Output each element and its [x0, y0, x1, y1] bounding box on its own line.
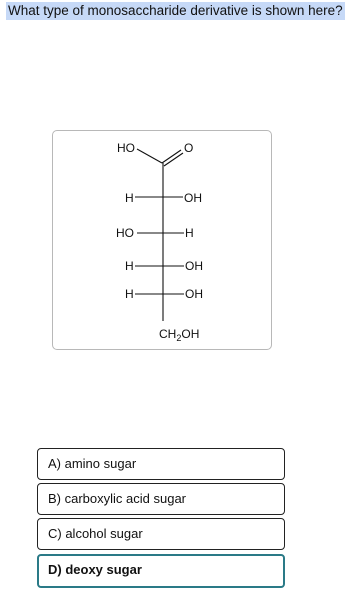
group-o-top: O — [184, 141, 194, 155]
option-b[interactable]: B) carboxylic acid sugar — [37, 483, 285, 515]
fischer-projection — [53, 131, 273, 351]
option-c[interactable]: C) alcohol sugar — [37, 518, 285, 550]
row4-left: H — [125, 287, 134, 301]
ch2oh-tail: OH — [181, 327, 200, 341]
row2-right: H — [185, 226, 194, 240]
row1-right: OH — [184, 191, 202, 205]
ch2oh-subscript: 2 — [176, 333, 182, 343]
row3-left: H — [125, 259, 134, 273]
group-ho-top: HO — [117, 141, 135, 155]
option-a[interactable]: A) amino sugar — [37, 448, 285, 480]
bond-ho-c1 — [137, 149, 162, 163]
row1-left: H — [125, 191, 134, 205]
question-text: What type of monosaccharide derivative is shown here? — [8, 3, 343, 18]
option-d[interactable]: D) deoxy sugar — [37, 554, 285, 588]
structure-figure — [52, 130, 272, 350]
row2-left: HO — [116, 226, 134, 240]
row3-right: OH — [185, 259, 203, 273]
ch2oh-main: CH — [159, 327, 177, 341]
row4-right: OH — [185, 287, 203, 301]
group-ch2oh — [159, 327, 199, 343]
